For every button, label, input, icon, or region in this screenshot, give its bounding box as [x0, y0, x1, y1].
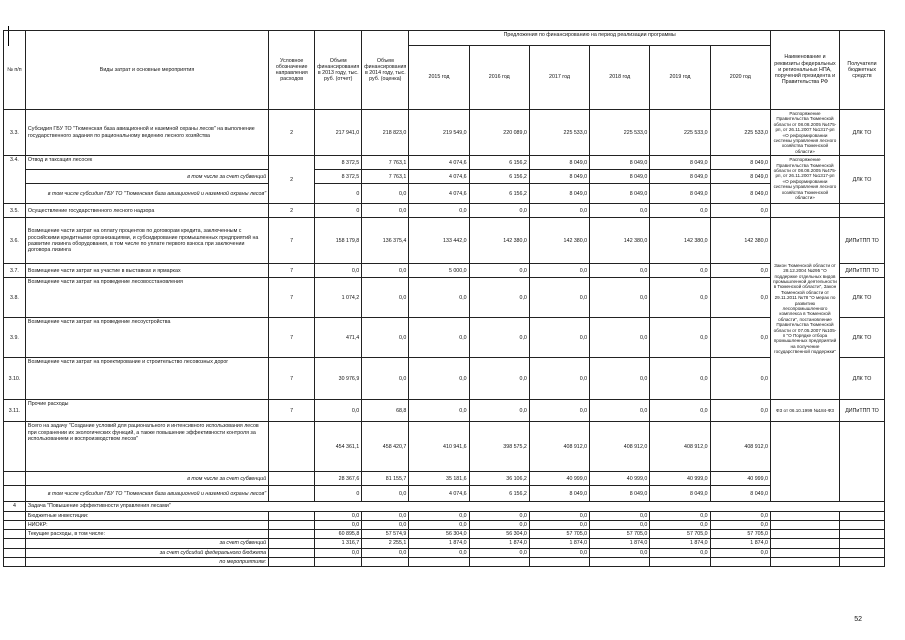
value-cell: 8 049,0 [590, 486, 650, 502]
value-cell: 56 304,0 [469, 530, 529, 539]
table-row [4, 110, 885, 156]
value-cell: 0,0 [409, 204, 469, 218]
value-cell-empty [409, 557, 469, 566]
value-cell: 0,0 [590, 264, 650, 278]
value-cell: 0,0 [362, 278, 409, 318]
row-name: Осуществление государственного лесного надзора [25, 204, 268, 218]
row-name: Задача "Повышение эффективности управления лесами" [25, 502, 884, 511]
value-cell: 0 [315, 204, 362, 218]
row-symbol-empty [269, 511, 315, 520]
value-cell: 8 372,5 [315, 170, 362, 184]
value-cell: 0,0 [315, 264, 362, 278]
value-cell: 0,0 [409, 511, 469, 520]
table-row [4, 264, 885, 278]
value-cell: 0,0 [469, 264, 529, 278]
value-cell: 1 874,0 [469, 539, 529, 548]
table-row [4, 278, 885, 318]
row-number-empty [4, 520, 26, 529]
row-name: Возмещение части затрат на участие в выставках и ярмарках [25, 264, 268, 278]
header-activity: Виды затрат и основные мероприятия [25, 31, 268, 110]
value-cell-empty [362, 557, 409, 566]
value-cell: 8 049,0 [590, 170, 650, 184]
recipient: ДЛК ТО [839, 278, 884, 318]
value-cell: 0,0 [529, 264, 589, 278]
value-cell: 0,0 [529, 358, 589, 400]
value-cell: 0 [315, 486, 362, 502]
row-number: 3.9. [4, 318, 26, 358]
value-cell: 8 049,0 [590, 156, 650, 170]
value-cell: 0,0 [362, 318, 409, 358]
value-cell: 1 874,0 [409, 539, 469, 548]
value-cell: 220 089,0 [469, 110, 529, 156]
recipient: ДИПиТПП ТО [839, 400, 884, 422]
header-vol-2013: Объем финансирования в 2013 году, тыс. руб. (отчет) [315, 31, 362, 110]
value-cell: 60 895,8 [315, 530, 362, 539]
row-number: 4 [4, 502, 26, 511]
value-cell: 0,0 [650, 264, 710, 278]
value-cell: 458 420,7 [362, 422, 409, 472]
value-cell: 408 912,0 [650, 422, 710, 472]
value-cell: 8 049,0 [529, 486, 589, 502]
legal-act-empty [770, 520, 839, 529]
value-cell: 410 941,6 [409, 422, 469, 472]
value-cell: 398 575,2 [469, 422, 529, 472]
header-proposals: Предложения по финансированию на период реализации программы [409, 31, 771, 46]
value-cell: 471,4 [315, 318, 362, 358]
row-symbol-empty [269, 548, 315, 557]
value-cell: 36 106,2 [469, 472, 529, 486]
value-cell: 133 442,0 [409, 218, 469, 264]
row-name: в том числе за счет субвенций [25, 472, 268, 486]
row-number-empty [4, 548, 26, 557]
value-cell: 0,0 [590, 511, 650, 520]
value-cell: 0,0 [710, 548, 770, 557]
value-cell: 0,0 [710, 400, 770, 422]
table-row [4, 156, 885, 170]
value-cell: 225 533,0 [590, 110, 650, 156]
value-cell: 8 049,0 [529, 156, 589, 170]
value-cell: 217 941,0 [315, 110, 362, 156]
value-cell: 0,0 [315, 511, 362, 520]
table-row [4, 318, 885, 358]
value-cell-empty [650, 557, 710, 566]
value-cell: 0,0 [710, 511, 770, 520]
header-year-2019: 2019 год [650, 46, 710, 110]
value-cell: 57 705,0 [590, 530, 650, 539]
value-cell: 6 156,2 [469, 486, 529, 502]
total-row [4, 422, 885, 472]
value-cell: 0,0 [650, 318, 710, 358]
recipient-empty [839, 530, 884, 539]
recipient-empty [839, 548, 884, 557]
value-cell: 0,0 [529, 278, 589, 318]
value-cell: 0,0 [710, 204, 770, 218]
row-number-empty [4, 486, 26, 502]
value-cell: 56 304,0 [409, 530, 469, 539]
value-cell: 0,0 [362, 486, 409, 502]
value-cell: 142 380,0 [710, 218, 770, 264]
legal-act: Закон Тюменской области от 28.12.2004 №295 "О поддержке отдельных видов промышленной деятельности в Тюменской области", Закон Тюменской области от 29.11.2011 №78 "О мерах по развитию лесопромышленного комплекса в Тюменской области", постановление Правительства Тюменской области от 07.05.2007 №105-п "О Порядке отбора промышленных предприятий на получение государственной поддержки" [770, 218, 839, 400]
row-symbol-empty [269, 557, 315, 566]
value-cell: 0,0 [529, 204, 589, 218]
value-cell: 0,0 [469, 400, 529, 422]
legal-act-empty [770, 548, 839, 557]
value-cell: 0,0 [469, 520, 529, 529]
recipient: ДИПиТПП ТО [839, 264, 884, 278]
financing-table [3, 30, 885, 567]
header-recipients: Получатели бюджетных средств [839, 31, 884, 110]
value-cell: 142 380,0 [590, 218, 650, 264]
value-cell: 0,0 [650, 548, 710, 557]
recipient: ДЛК ТО [839, 318, 884, 358]
recipient-empty [839, 204, 884, 218]
value-cell: 30 976,9 [315, 358, 362, 400]
value-cell: 0,0 [710, 264, 770, 278]
value-cell: 57 705,0 [650, 530, 710, 539]
value-cell: 8 372,5 [315, 156, 362, 170]
value-cell: 0,0 [409, 548, 469, 557]
value-cell: 219 549,0 [409, 110, 469, 156]
recipient-empty [839, 520, 884, 529]
table-row [4, 184, 885, 204]
table-row [4, 218, 885, 264]
row-symbol: 7 [269, 318, 315, 358]
header-year-2020: 2020 год [710, 46, 770, 110]
row-symbol: 2 [269, 204, 315, 218]
row-number: 3.5. [4, 204, 26, 218]
row-name: по мероприятиям: [25, 557, 268, 566]
value-cell: 0,0 [469, 278, 529, 318]
value-cell: 4 074,6 [409, 170, 469, 184]
value-cell: 0,0 [590, 358, 650, 400]
row-number: 3.8. [4, 278, 26, 318]
value-cell: 40 999,0 [529, 472, 589, 486]
header-row [4, 31, 885, 46]
value-cell: 8 049,0 [650, 486, 710, 502]
header-year-2015: 2015 год [409, 46, 469, 110]
page-number: 52 [854, 616, 862, 623]
row-name: в том числе субсидия ГБУ ТО "Тюменская база авиационной и наземной охраны лесов" [25, 486, 268, 502]
value-cell: 0,0 [362, 184, 409, 204]
value-cell: 0,0 [469, 548, 529, 557]
legal-act: Распоряжение Правительства Тюменской области от 08.08.2005 №475-рп, от 26.11.2007 №1317-рп «О реформировании системы управления лесного хозяйства Тюменской области» [770, 156, 839, 204]
legal-act-empty [770, 511, 839, 520]
value-cell: 0,0 [590, 204, 650, 218]
table-row [4, 170, 885, 184]
value-cell: 158 179,8 [315, 218, 362, 264]
row-symbol: 7 [269, 218, 315, 264]
value-cell: 0,0 [650, 358, 710, 400]
row-symbol: 7 [269, 400, 315, 422]
row-number: 3.11. [4, 400, 26, 422]
value-cell: 0,0 [529, 520, 589, 529]
row-number-empty [4, 472, 26, 486]
row-symbol: 2 [269, 110, 315, 156]
header-vol-2014: Объем финансирования в 2014 году, тыс. руб. (оценка) [362, 31, 409, 110]
value-cell: 0,0 [529, 548, 589, 557]
value-cell: 6 156,2 [469, 156, 529, 170]
row-name: в том числе субсидия ГБУ ТО "Тюменская база авиационной и наземной охраны лесов" [25, 184, 268, 204]
header-symbol: Условное обозначение направления расходов [269, 31, 315, 110]
value-cell: 8 049,0 [710, 184, 770, 204]
row-name: Возмещение части затрат на проведение лесоустройства [25, 318, 268, 358]
value-cell: 4 074,6 [409, 486, 469, 502]
table-row [4, 530, 885, 539]
value-cell: 8 049,0 [529, 170, 589, 184]
header-year-2016: 2016 год [469, 46, 529, 110]
value-cell-empty [315, 557, 362, 566]
recipient: ДИПиТПП ТО [839, 218, 884, 264]
value-cell: 0,0 [362, 204, 409, 218]
table-row [4, 539, 885, 548]
value-cell: 0,0 [315, 520, 362, 529]
value-cell: 0,0 [409, 520, 469, 529]
value-cell: 57 574,9 [362, 530, 409, 539]
recipient-empty [839, 557, 884, 566]
value-cell: 1 074,2 [315, 278, 362, 318]
value-cell-empty [710, 557, 770, 566]
value-cell: 0,0 [590, 278, 650, 318]
value-cell: 0,0 [650, 520, 710, 529]
row-symbol-empty [269, 539, 315, 548]
value-cell: 0,0 [409, 278, 469, 318]
value-cell: 0,0 [590, 548, 650, 557]
value-cell: 408 912,0 [710, 422, 770, 472]
value-cell: 0,0 [650, 511, 710, 520]
value-cell: 0,0 [362, 358, 409, 400]
row-number: 3.7. [4, 264, 26, 278]
value-cell: 0,0 [469, 204, 529, 218]
value-cell: 57 705,0 [710, 530, 770, 539]
financing-table-sheet [3, 30, 885, 567]
value-cell-empty [469, 557, 529, 566]
row-number: 3.3. [4, 110, 26, 156]
value-cell: 1 874,0 [710, 539, 770, 548]
value-cell: 7 763,1 [362, 170, 409, 184]
value-cell: 225 533,0 [710, 110, 770, 156]
value-cell: 0,0 [710, 520, 770, 529]
value-cell: 0,0 [362, 548, 409, 557]
row-number-empty [4, 530, 26, 539]
row-number-empty [4, 511, 26, 520]
value-cell: 0,0 [362, 511, 409, 520]
value-cell: 0,0 [409, 318, 469, 358]
value-cell: 40 999,0 [710, 472, 770, 486]
row-symbol-empty [269, 472, 315, 486]
value-cell: 0,0 [315, 548, 362, 557]
legal-act: ФЗ от 06.10.1999 №184-ФЗ [770, 400, 839, 422]
value-cell: 1 874,0 [650, 539, 710, 548]
recipient-empty [839, 511, 884, 520]
value-cell: 5 000,0 [409, 264, 469, 278]
row-name: Текущие расходы, в том числе: [25, 530, 268, 539]
value-cell: 6 156,2 [469, 170, 529, 184]
value-cell: 40 999,0 [650, 472, 710, 486]
row-name: Возмещение части затрат на проведение лесовосстановления [25, 278, 268, 318]
value-cell: 408 912,0 [590, 422, 650, 472]
value-cell: 0,0 [409, 358, 469, 400]
value-cell: 0,0 [409, 400, 469, 422]
value-cell: 0,0 [362, 520, 409, 529]
row-symbol: 7 [269, 264, 315, 278]
value-cell: 81 155,7 [362, 472, 409, 486]
header-year-2017: 2017 год [529, 46, 589, 110]
row-symbol-empty [269, 422, 315, 472]
row-name: за счет субсидий федерального бюджета [25, 548, 268, 557]
legal-act-empty [770, 539, 839, 548]
recipient: ДЛК ТО [839, 358, 884, 400]
value-cell: 0,0 [650, 400, 710, 422]
value-cell: 8 049,0 [650, 184, 710, 204]
table-row [4, 548, 885, 557]
task-row [4, 502, 885, 511]
value-cell: 6 156,2 [469, 184, 529, 204]
value-cell: 408 912,0 [529, 422, 589, 472]
row-name: за счет субвенций [25, 539, 268, 548]
value-cell: 0,0 [469, 511, 529, 520]
value-cell: 68,8 [362, 400, 409, 422]
value-cell: 28 367,6 [315, 472, 362, 486]
value-cell: 4 074,6 [409, 156, 469, 170]
row-name: Прочие расходы [25, 400, 268, 422]
row-symbol-empty [269, 530, 315, 539]
value-cell-empty [529, 557, 589, 566]
table-row [4, 511, 885, 520]
row-name: НИОКР: [25, 520, 268, 529]
recipient-empty [839, 539, 884, 548]
value-cell: 142 380,0 [650, 218, 710, 264]
row-number-empty [4, 422, 26, 472]
value-cell: 0,0 [590, 520, 650, 529]
value-cell: 454 361,1 [315, 422, 362, 472]
value-cell-empty [590, 557, 650, 566]
total-row [4, 486, 885, 502]
recipient-empty [839, 422, 884, 502]
value-cell: 8 049,0 [529, 184, 589, 204]
row-symbol: 2 [269, 156, 315, 204]
value-cell: 0,0 [590, 318, 650, 358]
value-cell: 136 375,4 [362, 218, 409, 264]
value-cell: 0,0 [650, 204, 710, 218]
value-cell: 0,0 [529, 318, 589, 358]
header-year-2018: 2018 год [590, 46, 650, 110]
legal-act-empty [770, 557, 839, 566]
table-row [4, 400, 885, 422]
table-row [4, 557, 885, 566]
legal-act-empty [770, 204, 839, 218]
recipient: ДЛК ТО [839, 156, 884, 204]
legal-act: Распоряжение Правительства Тюменской области от 08.08.2005 №475-рп, от 26.11.2007 №1317-рп «О реформировании системы управления лесного хозяйства Тюменской области» [770, 110, 839, 156]
row-symbol: 7 [269, 278, 315, 318]
table-row [4, 520, 885, 529]
value-cell: 4 074,6 [409, 184, 469, 204]
value-cell: 0,0 [710, 358, 770, 400]
legal-act-empty [770, 422, 839, 502]
row-name: Бюджетные инвестиции: [25, 511, 268, 520]
row-number-empty [4, 557, 26, 566]
row-name: Всего на задачу "Создание условий для рационального и интенсивного использования лесов при сохранении их экологических функций, а также повышение эффективности контроля за использованием и воспроизводством лесов" [25, 422, 268, 472]
value-cell: 35 181,6 [409, 472, 469, 486]
value-cell: 142 380,0 [469, 218, 529, 264]
value-cell: 0,0 [315, 400, 362, 422]
value-cell: 0,0 [590, 400, 650, 422]
value-cell: 0,0 [469, 318, 529, 358]
value-cell: 1 874,0 [529, 539, 589, 548]
table-row [4, 358, 885, 400]
recipient: ДЛК ТО [839, 110, 884, 156]
row-name: Возмещение части затрат на оплату процентов по договорам кредита, заключенным с российскими кредитными организациями, и субсидирование промышленных предприятий на развитие лизинга оборудования, в том числе по уплате первого взноса при заключении договора лизинга [25, 218, 268, 264]
total-row [4, 472, 885, 486]
row-symbol-empty [269, 520, 315, 529]
value-cell: 57 705,0 [529, 530, 589, 539]
value-cell: 225 533,0 [650, 110, 710, 156]
value-cell: 8 049,0 [710, 486, 770, 502]
value-cell: 0 [315, 184, 362, 204]
value-cell: 40 999,0 [590, 472, 650, 486]
row-symbol-empty [269, 486, 315, 502]
value-cell: 218 823,0 [362, 110, 409, 156]
header-acts: Наименование и реквизиты федеральных и региональных НПА, поручений президента и Правительства РФ [770, 31, 839, 110]
value-cell: 2 255,1 [362, 539, 409, 548]
legal-act-empty [770, 530, 839, 539]
row-number-empty [4, 539, 26, 548]
table-row [4, 204, 885, 218]
value-cell: 0,0 [529, 511, 589, 520]
row-number: 3.6. [4, 218, 26, 264]
value-cell: 0,0 [529, 400, 589, 422]
row-symbol: 7 [269, 358, 315, 400]
value-cell: 142 380,0 [529, 218, 589, 264]
value-cell: 225 533,0 [529, 110, 589, 156]
value-cell: 0,0 [362, 264, 409, 278]
value-cell: 8 049,0 [590, 184, 650, 204]
value-cell: 0,0 [710, 278, 770, 318]
value-cell: 8 049,0 [650, 156, 710, 170]
row-name: Субсидия ГБУ ТО "Тюменская база авиационной и наземной охраны лесов" на выполнение государственного задания по рациональному ведению лесного хозяйства [25, 110, 268, 156]
row-name: в том числе за счет субвенций [25, 170, 268, 184]
value-cell: 8 049,0 [650, 170, 710, 184]
value-cell: 7 763,1 [362, 156, 409, 170]
value-cell: 0,0 [469, 358, 529, 400]
header-num: № п/п [4, 31, 26, 110]
row-name: Возмещение части затрат на проектирование и строительство лесовозных дорог [25, 358, 268, 400]
row-name: Отвод и таксация лесосек [25, 156, 268, 170]
value-cell: 1 316,7 [315, 539, 362, 548]
value-cell: 0,0 [710, 318, 770, 358]
value-cell: 1 874,0 [590, 539, 650, 548]
row-number: 3.10. [4, 358, 26, 400]
value-cell: 0,0 [650, 278, 710, 318]
value-cell: 8 049,0 [710, 170, 770, 184]
row-number: 3.4. [4, 156, 26, 204]
value-cell: 8 049,0 [710, 156, 770, 170]
